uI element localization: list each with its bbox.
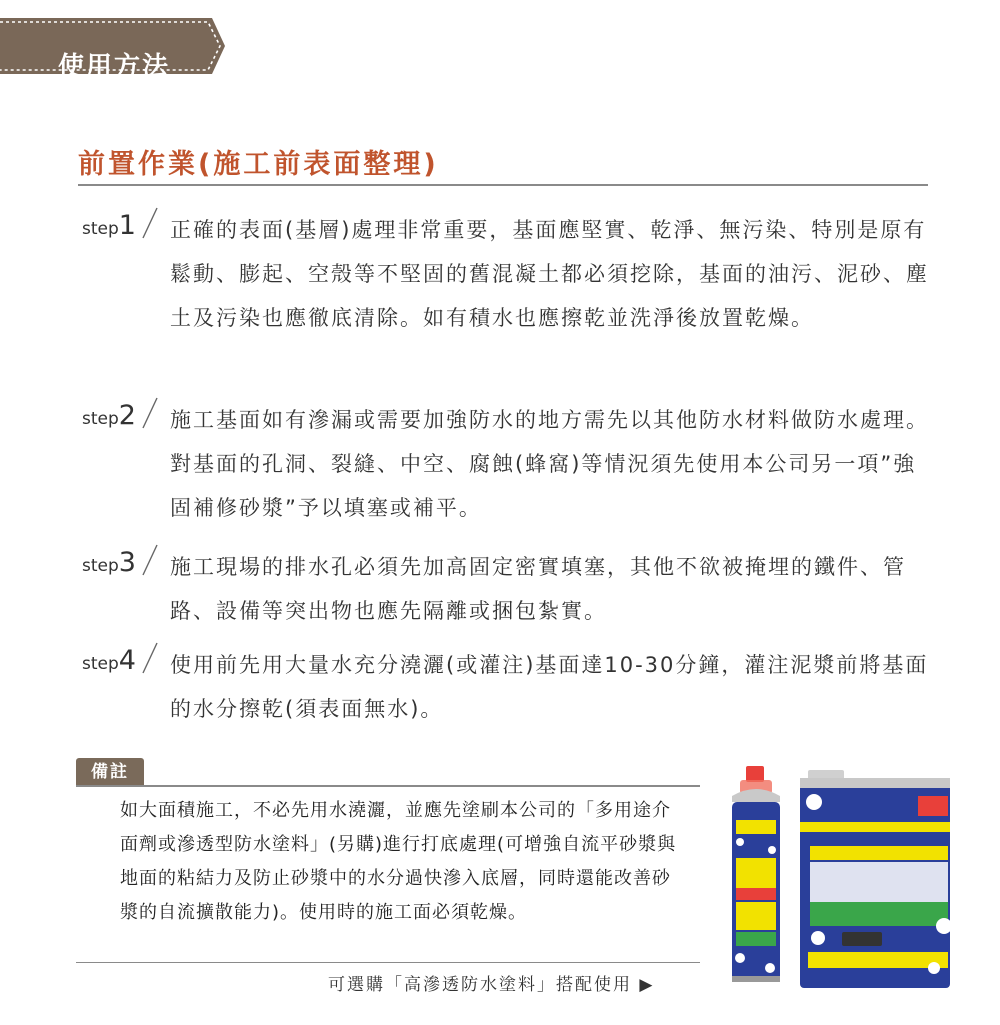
section-banner <box>0 16 225 82</box>
spray-can-image <box>732 766 780 982</box>
product-image <box>718 762 968 994</box>
note-divider-bottom <box>76 962 700 963</box>
note-text: 如大面積施工，不必先用水澆灑，並應先塗刷本公司的「多用途介面劑或滲透型防水塗料」(另購)進行打底處理(可增強自流平砂漿與地面的粘結力及防止砂漿中的水分過快滲入底層，同時還能改善砂漿的自流擴散能力)。使用時的施工面必須乾燥。 <box>120 800 677 923</box>
step-text: 施工現場的排水孔必須先加高固定密實填塞，其他不欲被掩埋的鐵件、管路、設備等突出物也應先隔離或捆包紮實。 <box>170 555 906 623</box>
slash-divider-icon <box>139 394 159 432</box>
slash-divider-icon <box>139 204 159 242</box>
tin-can-image <box>800 770 952 988</box>
banner-title: 使用方法 <box>58 52 171 82</box>
note-label: 備註 <box>76 758 144 786</box>
step-text: 正確的表面(基層)處理非常重要，基面應堅實、乾淨、無污染、特別是原有鬆動、膨起、空殼等不堅固的舊混凝土都必須挖除，基面的油污、泥砂、塵土及污染也應徹底清除。如有積水也應擦乾並洗淨後放置乾燥。 <box>170 218 929 330</box>
title-divider <box>78 184 928 186</box>
slash-divider-icon <box>139 541 159 579</box>
step-text: 使用前先用大量水充分澆灑(或灌注)基面達10-30分鐘，灌注泥漿前將基面的水分擦乾(須表面無水)。 <box>170 653 929 721</box>
step-label: step2 <box>82 400 136 431</box>
step-label: step4 <box>82 645 136 676</box>
section-title: 前置作業(施工前表面整理) <box>78 149 439 180</box>
step-label: step1 <box>82 210 136 241</box>
promo-link[interactable]: 可選購「高滲透防水塗料」搭配使用 ▶ <box>328 975 655 995</box>
slash-divider-icon <box>139 639 159 677</box>
step-text: 施工基面如有滲漏或需要加強防水的地方需先以其他防水材料做防水處理。對基面的孔洞、裂縫、中空、腐蝕(蜂窩)等情況須先使用本公司另一項”強固補修砂漿”予以填塞或補平。 <box>170 408 929 520</box>
note-divider-top <box>76 785 700 787</box>
step-label: step3 <box>82 547 136 578</box>
